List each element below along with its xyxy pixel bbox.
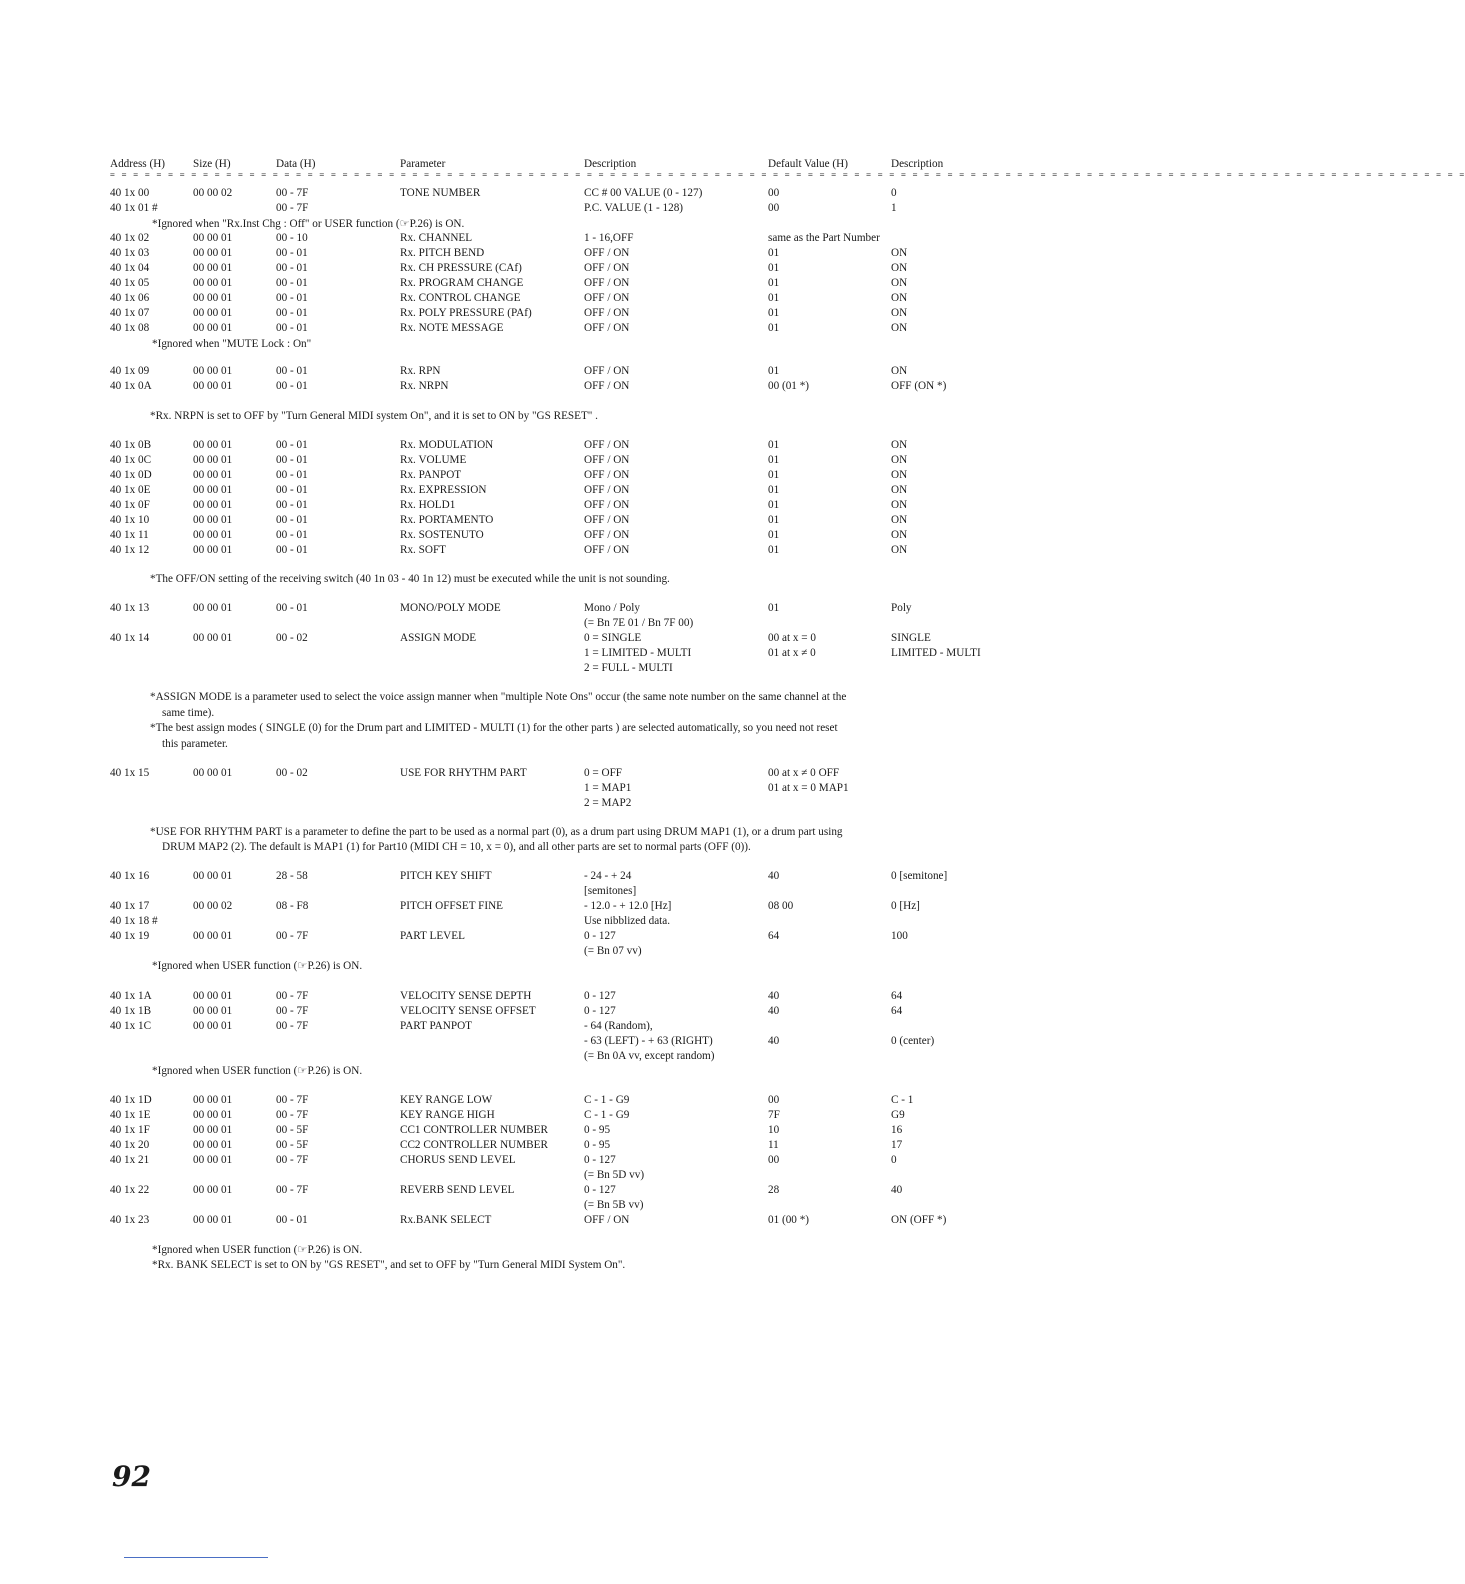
cell-default-value: 00 [768, 1094, 780, 1106]
cell-default-value: 11 [768, 1139, 779, 1151]
cell-address: 40 1x 13 [110, 602, 150, 614]
cell-parameter: CC1 CONTROLLER NUMBER [400, 1124, 548, 1136]
cell-data: 00 - 7F [276, 1154, 309, 1166]
cell-default-value: 00 [768, 187, 780, 199]
cell-description: 0 - 127 [584, 930, 616, 942]
cell-data: 00 - 01 [276, 544, 308, 556]
cell-data: 00 - 7F [276, 990, 309, 1002]
cell-size: 00 00 01 [193, 529, 233, 541]
cell-size: 00 00 01 [193, 307, 233, 319]
cell-description: P.C. VALUE (1 - 128) [584, 202, 684, 214]
cell-description: 0 = SINGLE [584, 632, 642, 644]
cell-default-value: 01 (00 *) [768, 1214, 810, 1226]
cell-description: [semitones] [584, 885, 637, 897]
cell-description-2: ON [891, 469, 908, 481]
cell-description-2: 1 [891, 202, 897, 214]
cell-default-value: 01 [768, 262, 780, 274]
cell-default-value: 40 [768, 1005, 780, 1017]
footnote: same time). [162, 707, 215, 719]
cell-description-2: ON [891, 365, 908, 377]
cell-parameter: PART PANPOT [400, 1020, 472, 1032]
cell-size: 00 00 01 [193, 1184, 233, 1196]
cell-description-2: ON [891, 499, 908, 511]
cell-description: Use nibblized data. [584, 915, 671, 927]
cell-address: 40 1x 1E [110, 1109, 151, 1121]
cell-size: 00 00 01 [193, 365, 233, 377]
footnote: *Ignored when "MUTE Lock : On" [152, 338, 312, 350]
cell-description-2: 16 [891, 1124, 903, 1136]
cell-parameter: Rx. NOTE MESSAGE [400, 322, 504, 334]
cell-size: 00 00 01 [193, 322, 233, 334]
cell-data: 00 - 01 [276, 380, 308, 392]
cell-data: 00 - 01 [276, 247, 308, 259]
cell-description: 1 = MAP1 [584, 782, 632, 794]
cell-parameter: REVERB SEND LEVEL [400, 1184, 515, 1196]
page-number: 92 [112, 1460, 151, 1493]
cell-description: - 64 (Random), [584, 1020, 653, 1032]
cell-default-value: 64 [768, 930, 780, 942]
cell-parameter: CHORUS SEND LEVEL [400, 1154, 516, 1166]
cell-description: OFF / ON [584, 544, 630, 556]
header-rule: = = = = = = = = = = = = = = = = = = = = = = = = = = = = = = = = = = = = = = = = = = = = = = = = = = = = = = = = = = = = = = = = = = = = = = = = = = = = = = = = = = = = = = = = = = = = = = = = = = = = = = = = = = = = = = = = = = = = = [110, 170, 1465, 179]
cell-size: 00 00 01 [193, 1005, 233, 1017]
cell-data: 00 - 01 [276, 439, 308, 451]
footnote: *ASSIGN MODE is a parameter used to select the voice assign manner when "multiple Note Ons" occur (the same note number on the same channel at the [150, 691, 847, 703]
cell-default-value: 00 (01 *) [768, 380, 810, 392]
cell-data: 00 - 7F [276, 1109, 309, 1121]
cell-description: OFF / ON [584, 514, 630, 526]
cell-default-value: 01 [768, 439, 780, 451]
cell-description-2: 0 (center) [891, 1035, 935, 1047]
cell-address: 40 1x 1A [110, 990, 152, 1002]
cell-parameter: VELOCITY SENSE DEPTH [400, 990, 532, 1002]
cell-size: 00 00 01 [193, 499, 233, 511]
cell-address: 40 1x 0D [110, 469, 152, 481]
cell-description-2: ON [891, 307, 908, 319]
cell-default-value: 01 [768, 292, 780, 304]
cell-description: OFF / ON [584, 469, 630, 481]
cell-default-value: 01 at x = 0 MAP1 [768, 782, 849, 794]
cell-size: 00 00 01 [193, 277, 233, 289]
header-address: Address (H) [110, 158, 165, 170]
cell-description: (= Bn 7E 01 / Bn 7F 00) [584, 617, 694, 629]
cell-description-2: ON [891, 322, 908, 334]
footnote: *Rx. BANK SELECT is set to ON by "GS RESET", and set to OFF by "Turn General MIDI System On". [152, 1259, 626, 1271]
cell-description: 1 - 16,OFF [584, 232, 634, 244]
cell-address: 40 1x 11 [110, 529, 149, 541]
cell-parameter: CC2 CONTROLLER NUMBER [400, 1139, 548, 1151]
cell-address: 40 1x 04 [110, 262, 150, 274]
cell-size: 00 00 01 [193, 247, 233, 259]
cell-address: 40 1x 22 [110, 1184, 150, 1196]
cell-default-value: 00 [768, 1154, 780, 1166]
cell-address: 40 1x 18 # [110, 915, 158, 927]
cell-default-value: same as the Part Number [768, 232, 880, 244]
cell-parameter: PITCH OFFSET FINE [400, 900, 503, 912]
cell-description-2: 17 [891, 1139, 903, 1151]
cell-data: 00 - 01 [276, 484, 308, 496]
cell-parameter: Rx. CONTROL CHANGE [400, 292, 521, 304]
cell-default-value: 01 [768, 307, 780, 319]
cell-data: 00 - 7F [276, 202, 309, 214]
cell-description-2: ON [891, 247, 908, 259]
footnote: *Ignored when USER function (☞P.26) is ON. [152, 960, 363, 972]
cell-size: 00 00 01 [193, 632, 233, 644]
cell-description: 0 - 95 [584, 1139, 611, 1151]
cell-description: (= Bn 5D vv) [584, 1169, 645, 1181]
cell-description: 0 - 127 [584, 1005, 616, 1017]
cell-description: OFF / ON [584, 529, 630, 541]
cell-address: 40 1x 17 [110, 900, 150, 912]
cell-address: 40 1x 05 [110, 277, 150, 289]
cell-parameter: Rx. NRPN [400, 380, 449, 392]
cell-description: (= Bn 0A vv, except random) [584, 1050, 715, 1062]
cell-data: 00 - 7F [276, 1020, 309, 1032]
cell-description-2: 64 [891, 990, 903, 1002]
footnote: *Rx. NRPN is set to OFF by "Turn General MIDI system On", and it is set to ON by "GS RESET" . [150, 410, 598, 422]
cell-data: 00 - 01 [276, 469, 308, 481]
cell-data: 00 - 5F [276, 1124, 309, 1136]
cell-address: 40 1x 14 [110, 632, 150, 644]
cell-address: 40 1x 07 [110, 307, 150, 319]
cell-address: 40 1x 1D [110, 1094, 152, 1106]
cell-default-value: 01 [768, 454, 780, 466]
cell-size: 00 00 01 [193, 1109, 233, 1121]
cell-description: C - 1 - G9 [584, 1094, 630, 1106]
cell-size: 00 00 01 [193, 232, 233, 244]
cell-description-2: SINGLE [891, 632, 931, 644]
cell-description-2: ON [891, 439, 908, 451]
cell-description: - 24 - + 24 [584, 870, 632, 882]
cell-description: (= Bn 07 vv) [584, 945, 642, 957]
cell-description-2: ON [891, 454, 908, 466]
cell-data: 00 - 01 [276, 454, 308, 466]
cell-size: 00 00 01 [193, 1094, 233, 1106]
cell-description: 0 - 127 [584, 990, 616, 1002]
cell-description-2: ON [891, 262, 908, 274]
cell-size: 00 00 01 [193, 454, 233, 466]
cell-parameter: Rx. PROGRAM CHANGE [400, 277, 524, 289]
footnote: *Ignored when USER function (☞P.26) is ON. [152, 1065, 363, 1077]
cell-size: 00 00 01 [193, 870, 233, 882]
cell-default-value: 01 [768, 365, 780, 377]
footnote: *USE FOR RHYTHM PART is a parameter to define the part to be used as a normal part (0), as a drum part using DRUM MAP1 (1), or a drum part using [150, 826, 843, 838]
cell-data: 00 - 01 [276, 277, 308, 289]
cell-parameter: Rx. VOLUME [400, 454, 467, 466]
cell-description: C - 1 - G9 [584, 1109, 630, 1121]
cell-address: 40 1x 10 [110, 514, 150, 526]
cell-description: 0 - 127 [584, 1184, 616, 1196]
cell-size: 00 00 02 [193, 187, 233, 199]
cell-data: 00 - 10 [276, 232, 308, 244]
cell-size: 00 00 01 [193, 930, 233, 942]
cell-data: 00 - 02 [276, 767, 308, 779]
cell-description-2: G9 [891, 1109, 905, 1121]
cell-parameter: USE FOR RHYTHM PART [400, 767, 527, 779]
cell-address: 40 1x 00 [110, 187, 150, 199]
footnote: *The best assign modes ( SINGLE (0) for the Drum part and LIMITED - MULTI (1) for the other parts ) are selected automatically, so you need not reset [150, 722, 838, 734]
cell-description: OFF / ON [584, 439, 630, 451]
cell-description: OFF / ON [584, 292, 630, 304]
cell-description-2: LIMITED - MULTI [891, 647, 981, 659]
cell-size: 00 00 01 [193, 484, 233, 496]
cell-description: OFF / ON [584, 454, 630, 466]
cell-default-value: 01 [768, 322, 780, 334]
cell-address: 40 1x 16 [110, 870, 150, 882]
cell-data: 00 - 01 [276, 365, 308, 377]
cell-description-2: 0 [891, 1154, 897, 1166]
cell-description: CC # 00 VALUE (0 - 127) [584, 187, 703, 199]
cell-size: 00 00 01 [193, 1154, 233, 1166]
cell-size: 00 00 01 [193, 380, 233, 392]
cell-description: 0 = OFF [584, 767, 623, 779]
cell-parameter: Rx. PITCH BEND [400, 247, 485, 259]
cell-default-value: 00 [768, 202, 780, 214]
cell-size: 00 00 02 [193, 900, 233, 912]
cell-description: Mono / Poly [584, 602, 640, 614]
header-description: Description [584, 158, 637, 170]
cell-description: 2 = FULL - MULTI [584, 662, 673, 674]
cell-address: 40 1x 19 [110, 930, 150, 942]
cell-address: 40 1x 0B [110, 439, 152, 451]
cell-description: OFF / ON [584, 277, 630, 289]
cell-address: 40 1x 12 [110, 544, 150, 556]
cell-description: OFF / ON [584, 307, 630, 319]
cell-description-2: Poly [891, 602, 912, 614]
cell-size: 00 00 01 [193, 1124, 233, 1136]
cell-default-value: 01 [768, 484, 780, 496]
cell-parameter: PART LEVEL [400, 930, 465, 942]
footnote: DRUM MAP2 (2). The default is MAP1 (1) for Part10 (MIDI CH = 10, x = 0), and all other parts are set to normal parts (OFF (0)). [162, 841, 751, 853]
cell-size: 00 00 01 [193, 439, 233, 451]
cell-description-2: C - 1 [891, 1094, 914, 1106]
cell-default-value: 01 [768, 469, 780, 481]
cell-data: 00 - 01 [276, 529, 308, 541]
cell-parameter: Rx. CHANNEL [400, 232, 473, 244]
cell-parameter: Rx. PANPOT [400, 469, 462, 481]
cell-address: 40 1x 15 [110, 767, 150, 779]
cell-address: 40 1x 01 # [110, 202, 158, 214]
cell-parameter: Rx. EXPRESSION [400, 484, 487, 496]
cell-data: 28 - 58 [276, 870, 308, 882]
cell-size: 00 00 01 [193, 262, 233, 274]
cell-data: 00 - 01 [276, 292, 308, 304]
cell-size: 00 00 01 [193, 544, 233, 556]
cell-description: 2 = MAP2 [584, 797, 632, 809]
cell-default-value: 40 [768, 1035, 780, 1047]
cell-size: 00 00 01 [193, 990, 233, 1002]
cell-description: - 12.0 - + 12.0 [Hz] [584, 900, 672, 912]
cell-description-2: ON [891, 514, 908, 526]
cell-address: 40 1x 09 [110, 365, 150, 377]
cell-default-value: 00 at x = 0 [768, 632, 816, 644]
cell-parameter: TONE NUMBER [400, 187, 481, 199]
cell-parameter: Rx. SOSTENUTO [400, 529, 484, 541]
cell-size: 00 00 01 [193, 292, 233, 304]
cell-size: 00 00 01 [193, 602, 233, 614]
cell-description: OFF / ON [584, 484, 630, 496]
cell-address: 40 1x 0E [110, 484, 151, 496]
cell-default-value: 01 [768, 529, 780, 541]
cell-data: 00 - 01 [276, 499, 308, 511]
cell-description-2: ON [891, 292, 908, 304]
cell-address: 40 1x 1C [110, 1020, 152, 1032]
cell-data: 00 - 5F [276, 1139, 309, 1151]
cell-description-2: ON [891, 529, 908, 541]
cell-default-value: 01 [768, 277, 780, 289]
cell-data: 00 - 01 [276, 602, 308, 614]
cell-parameter: KEY RANGE LOW [400, 1094, 493, 1106]
cell-description: OFF / ON [584, 499, 630, 511]
cell-description: 1 = LIMITED - MULTI [584, 647, 692, 659]
cell-size: 00 00 01 [193, 767, 233, 779]
cell-default-value: 01 [768, 602, 780, 614]
cell-description-2: 0 [semitone] [891, 870, 948, 882]
cell-default-value: 10 [768, 1124, 780, 1136]
cell-default-value: 08 00 [768, 900, 794, 912]
cell-description: OFF / ON [584, 1214, 630, 1226]
cell-description-2: ON (OFF *) [891, 1214, 947, 1226]
cell-default-value: 40 [768, 870, 780, 882]
footnote: this parameter. [162, 738, 228, 750]
cell-size: 00 00 01 [193, 1020, 233, 1032]
header-default-value: Default Value (H) [768, 158, 848, 170]
cell-data: 00 - 01 [276, 514, 308, 526]
cell-description: (= Bn 5B vv) [584, 1199, 644, 1211]
cell-default-value: 01 at x ≠ 0 [768, 647, 816, 659]
cell-size: 00 00 01 [193, 1214, 233, 1226]
cell-data: 00 - 01 [276, 1214, 308, 1226]
cell-description-2: ON [891, 544, 908, 556]
cell-address: 40 1x 06 [110, 292, 150, 304]
cell-parameter: Rx. RPN [400, 365, 441, 377]
header-size: Size (H) [193, 158, 231, 170]
cell-address: 40 1x 0A [110, 380, 152, 392]
cell-description: 0 - 95 [584, 1124, 611, 1136]
cell-address: 40 1x 08 [110, 322, 150, 334]
cell-data: 00 - 7F [276, 1094, 309, 1106]
cell-description-2: OFF (ON *) [891, 380, 947, 392]
header-description-2: Description [891, 158, 944, 170]
cell-default-value: 01 [768, 499, 780, 511]
cell-address: 40 1x 21 [110, 1154, 150, 1166]
cell-default-value: 01 [768, 514, 780, 526]
cell-description-2: ON [891, 277, 908, 289]
cell-description: OFF / ON [584, 380, 630, 392]
cell-parameter: Rx. POLY PRESSURE (PAf) [400, 307, 532, 319]
cell-parameter: Rx.BANK SELECT [400, 1214, 492, 1226]
cell-description-2: 0 [Hz] [891, 900, 920, 912]
cell-description-2: 0 [891, 187, 897, 199]
cell-default-value: 7F [768, 1109, 780, 1121]
cell-data: 00 - 7F [276, 1005, 309, 1017]
cell-parameter: Rx. CH PRESSURE (CAf) [400, 262, 522, 274]
cell-parameter: VELOCITY SENSE OFFSET [400, 1005, 536, 1017]
cell-description-2: 40 [891, 1184, 903, 1196]
cell-parameter: Rx. PORTAMENTO [400, 514, 494, 526]
cell-address: 40 1x 1B [110, 1005, 152, 1017]
cell-description: OFF / ON [584, 262, 630, 274]
cell-parameter: Rx. HOLD1 [400, 499, 456, 511]
footer-rule [124, 1557, 268, 1558]
cell-data: 00 - 7F [276, 187, 309, 199]
cell-description: 0 - 127 [584, 1154, 616, 1166]
cell-description: OFF / ON [584, 247, 630, 259]
header-data: Data (H) [276, 158, 316, 170]
cell-parameter: KEY RANGE HIGH [400, 1109, 495, 1121]
cell-default-value: 01 [768, 247, 780, 259]
cell-address: 40 1x 23 [110, 1214, 150, 1226]
cell-default-value: 01 [768, 544, 780, 556]
cell-description: OFF / ON [584, 365, 630, 377]
cell-default-value: 28 [768, 1184, 780, 1196]
cell-description: - 63 (LEFT) - + 63 (RIGHT) [584, 1035, 713, 1047]
cell-parameter: Rx. SOFT [400, 544, 447, 556]
cell-parameter: PITCH KEY SHIFT [400, 870, 492, 882]
cell-parameter: Rx. MODULATION [400, 439, 494, 451]
header-parameter: Parameter [400, 158, 446, 170]
cell-parameter: MONO/POLY MODE [400, 602, 501, 614]
footnote: *Ignored when USER function (☞P.26) is ON. [152, 1244, 363, 1256]
cell-data: 00 - 01 [276, 322, 308, 334]
cell-address: 40 1x 1F [110, 1124, 150, 1136]
cell-size: 00 00 01 [193, 469, 233, 481]
cell-address: 40 1x 0F [110, 499, 150, 511]
footnote: *The OFF/ON setting of the receiving switch (40 1n 03 - 40 1n 12) must be executed while the unit is not sounding. [150, 573, 670, 585]
cell-address: 40 1x 20 [110, 1139, 150, 1151]
footnote: *Ignored when "Rx.Inst Chg : Off" or USER function (☞P.26) is ON. [152, 218, 465, 230]
cell-data: 00 - 01 [276, 307, 308, 319]
cell-data: 08 - F8 [276, 900, 309, 912]
cell-address: 40 1x 02 [110, 232, 150, 244]
cell-size: 00 00 01 [193, 1139, 233, 1151]
cell-data: 00 - 7F [276, 1184, 309, 1196]
cell-data: 00 - 02 [276, 632, 308, 644]
cell-address: 40 1x 03 [110, 247, 150, 259]
cell-data: 00 - 7F [276, 930, 309, 942]
cell-description-2: 100 [891, 930, 908, 942]
cell-data: 00 - 01 [276, 262, 308, 274]
cell-address: 40 1x 0C [110, 454, 152, 466]
cell-description: OFF / ON [584, 322, 630, 334]
cell-description-2: ON [891, 484, 908, 496]
cell-default-value: 00 at x ≠ 0 OFF [768, 767, 840, 779]
cell-default-value: 40 [768, 990, 780, 1002]
cell-description-2: 64 [891, 1005, 903, 1017]
cell-size: 00 00 01 [193, 514, 233, 526]
cell-parameter: ASSIGN MODE [400, 632, 477, 644]
